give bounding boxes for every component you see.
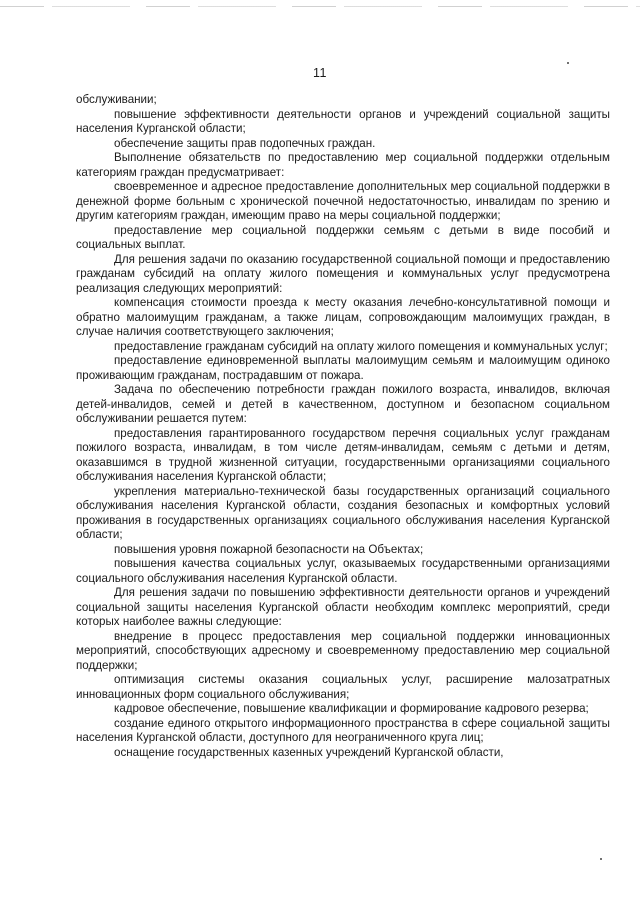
paragraph: кадровое обеспечение, повышение квалификации и формирование кадрового резерва; <box>114 702 589 715</box>
scan-edge-line <box>0 6 640 7</box>
paragraph: обслуживании; <box>76 93 157 106</box>
paragraph: Задача по обеспечению потребности граждан пожилого возраста, инвалидов, включая детей-инвалидов, семей и детей в качественном, доступном и безопасном социальном обслуживании решается путем: <box>76 383 610 425</box>
paragraph: обеспечение защиты прав подопечных граждан. <box>114 136 376 150</box>
paragraph: оснащение государственных казенных учреждений Курганской области, <box>114 745 504 759</box>
paragraph: повышение эффективности деятельности органов и учреждений социальной защиты населения Курганской области; <box>76 107 610 135</box>
paragraph: укрепления материально-технической базы государственных организаций социального обслуживания населения Курганской области, создания безопасных и комфортных условий проживания в государственных организациях социального обслуживания населения Курганской области; <box>76 484 610 541</box>
paragraph: Выполнение обязательств по предоставлению мер социальной поддержки отдельным категориям граждан предусматривает: <box>76 151 610 179</box>
paragraph: предоставление гражданам субсидий на оплату жилого помещения и коммунальных услуг; <box>114 339 608 353</box>
document-body <box>76 93 610 760</box>
scan-speck <box>600 858 602 860</box>
paragraph: повышения уровня пожарной безопасности на Объектах; <box>114 542 424 556</box>
page-number: 11 <box>313 66 327 80</box>
paragraph: Для решения задачи по повышению эффективности деятельности органов и учреждений социальной защиты населения Курганской области необходим комплекс мероприятий, среди которых наиболее важны следующие: <box>76 586 610 628</box>
paragraph: Для решения задачи по оказанию государственной социальной помощи и предоставлению гражданам субсидий на оплату жилого помещения и коммунальных услуг предусмотрена реализация следующих мероприятий: <box>76 252 610 295</box>
paragraph: повышения качества социальных услуг, оказываемых государственными организациями социального обслуживания населения Курганской области. <box>76 557 610 585</box>
paragraph: компенсация стоимости проезда к месту оказания лечебно-консультативной помощи и обратно малоимущим гражданам, а также лицам, сопровождающим малоимущих граждан, в случае наличия соответствующего заключения; <box>76 296 610 338</box>
paragraph: предоставление мер социальной поддержки семьям с детьми в виде пособий и социальных выплат. <box>76 223 610 251</box>
paragraph: создание единого открытого информационного пространства в сфере социальной защиты населения Курганской области, доступного для неограниченного круга лиц; <box>76 716 610 744</box>
paragraph: своевременное и адресное предоставление дополнительных мер социальной поддержки в денежной форме больным с хронической почечной недостаточностью, инвалидам по зрению и другим категориям граждан, имеющим право на меры социальной поддержки; <box>76 180 610 222</box>
paragraph: оптимизация системы оказания социальных услуг, расширение малозатратных инновационных форм социального обслуживания; <box>76 673 610 701</box>
paragraph: предоставление единовременной выплаты малоимущим семьям и малоимущим одиноко проживающим гражданам, пострадавшим от пожара. <box>76 354 610 382</box>
paragraph: внедрение в процесс предоставления мер социальной поддержки инновационных мероприятий, способствующих адресному и своевременному предоставлению мер социальной поддержки; <box>76 629 610 672</box>
scan-speck <box>567 62 569 64</box>
paragraph: предоставления гарантированного государством перечня социальных услуг гражданам пожилого возраста, инвалидам, в том числе детям-инвалидам, семьям с детьми и детям, оказавшимся в трудной жизненной ситуации, государственными организациями социального обслуживания населения Курганской области; <box>76 426 610 483</box>
